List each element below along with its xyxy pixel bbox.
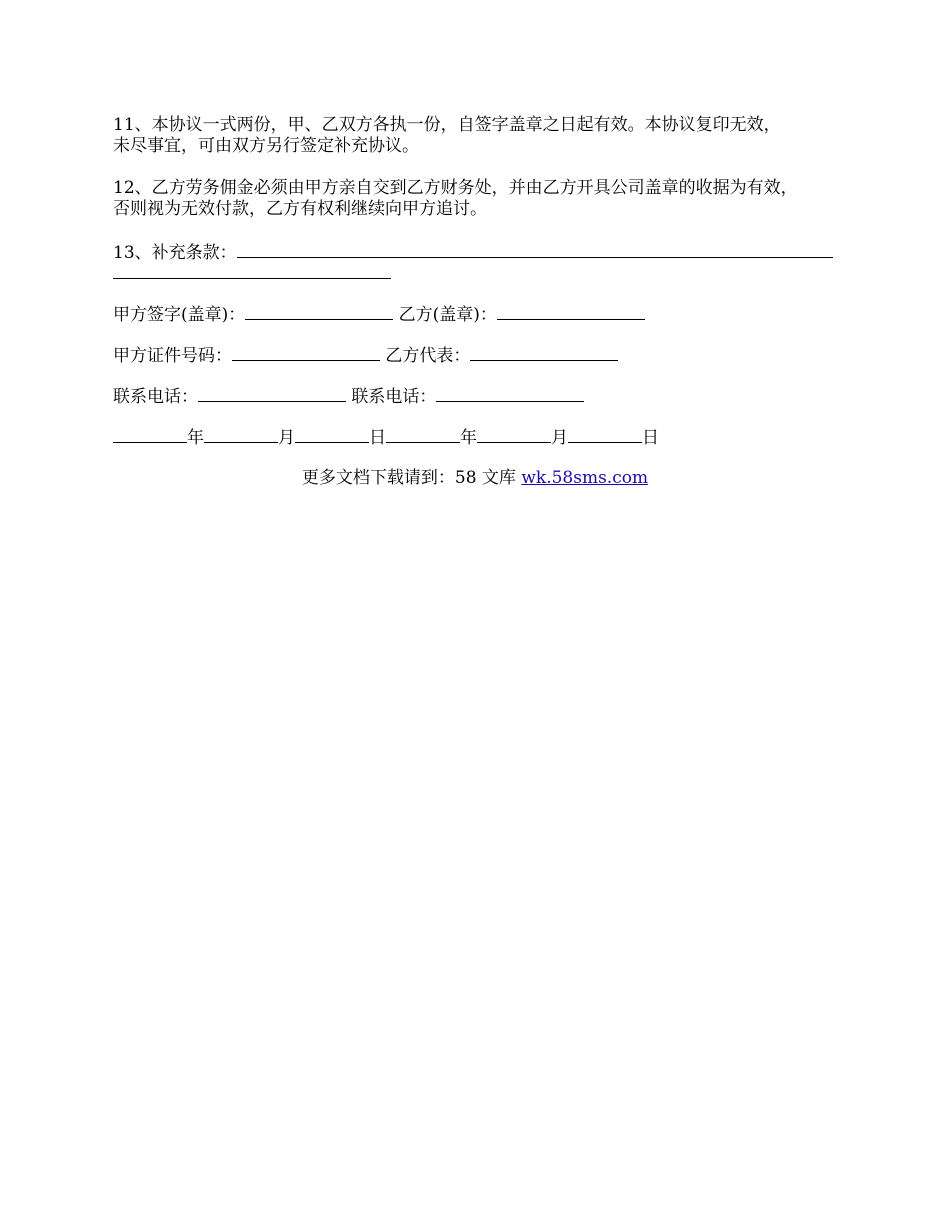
phone-a-blank (198, 385, 346, 402)
party-a-day-label: 日 (369, 428, 386, 448)
phone-line (113, 385, 853, 406)
party-b-year-label: 年 (460, 428, 477, 448)
id-line (113, 344, 853, 365)
party-a-sign-blank (245, 303, 393, 320)
clause-12-line-2: 否则视为无效付款，乙方有权利继续向甲方追讨。 (113, 199, 487, 219)
supplementary-terms-blank-cont (113, 262, 391, 279)
footer-link[interactable]: wk.58sms.com (521, 468, 649, 488)
phone-a-label: 联系电话： (113, 387, 198, 407)
clause-13-label: 13、补充条款： (113, 243, 237, 263)
signature-line (113, 303, 853, 324)
clause-11 (113, 115, 853, 157)
party-b-rep-blank (470, 344, 618, 361)
clause-11-line-1: 11、本协议一式两份，甲、乙双方各执一份，自签字盖章之日起有效。本协议复印无效， (113, 115, 781, 135)
id-row (113, 344, 853, 365)
party-a-month-blank (204, 426, 278, 443)
party-a-id-blank (232, 344, 380, 361)
phone-row (113, 385, 853, 406)
party-a-year-blank (113, 426, 187, 443)
party-b-seal-label: 乙方(盖章)： (398, 305, 497, 325)
clause-12 (113, 178, 853, 220)
party-b-year-blank (386, 426, 460, 443)
party-b-month-blank (477, 426, 551, 443)
clause-13 (113, 241, 853, 283)
party-a-year-label: 年 (187, 428, 204, 448)
clause-13-line-2 (113, 262, 853, 283)
phone-b-label: 联系电话： (351, 387, 437, 407)
party-b-day-blank (568, 426, 642, 443)
signature-row (113, 303, 853, 324)
party-b-rep-label: 乙方代表： (385, 346, 471, 366)
date-line (113, 426, 853, 447)
party-a-sign-label: 甲方签字(盖章)： (113, 305, 246, 325)
footer (0, 468, 950, 489)
party-b-day-label: 日 (642, 428, 659, 448)
party-a-id-label: 甲方证件号码： (113, 346, 232, 366)
clause-12-line-1: 12、乙方劳务佣金必须由甲方亲自交到乙方财务处，并由乙方开具公司盖章的收据为有效， (113, 178, 798, 198)
phone-b-blank (436, 385, 584, 402)
party-a-month-label: 月 (278, 428, 295, 448)
party-b-month-label: 月 (551, 428, 568, 448)
supplementary-terms-blank (237, 241, 833, 258)
party-b-seal-blank (497, 303, 645, 320)
clause-13-line-1 (113, 241, 853, 262)
date-row (113, 426, 853, 447)
party-a-day-blank (295, 426, 369, 443)
footer-text: 更多文档下载请到：58 文库 (301, 468, 522, 488)
clause-11-line-2: 未尽事宜，可由双方另行签定补充协议。 (113, 136, 419, 156)
